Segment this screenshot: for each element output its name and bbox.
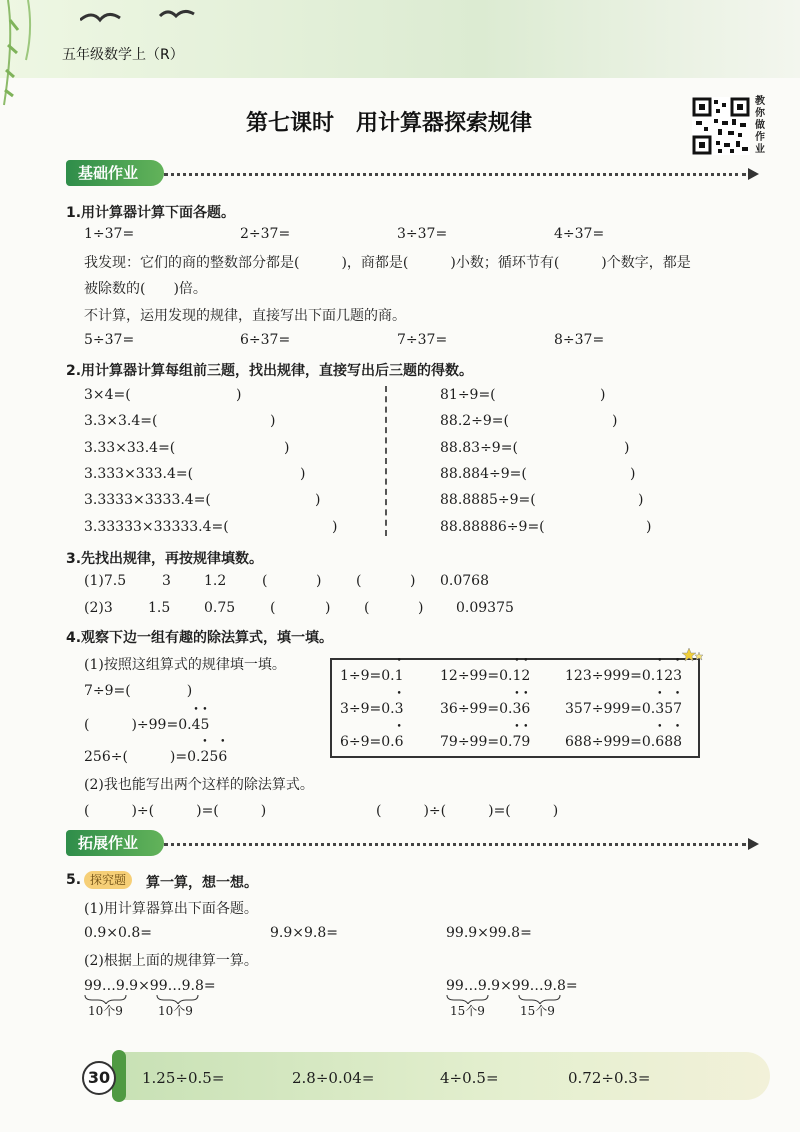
- footer-expr: 2.8÷0.04=: [292, 1069, 375, 1087]
- q3-blank-close: ): [410, 573, 416, 589]
- repeat-digit: • 7: [512, 734, 521, 750]
- q1-expr: 6÷37=: [240, 332, 291, 348]
- section-divider: [164, 843, 746, 846]
- q5-expr-15: 99…9.9×99…9.8=: [446, 978, 578, 994]
- q3-term: (2)3: [84, 600, 113, 616]
- q2-right-close: ): [600, 387, 606, 403]
- q5-expr: 0.9×0.8=: [84, 925, 152, 941]
- q2-left-expr: 3.333×333.4=(: [84, 466, 194, 482]
- q1-expr: 4÷37=: [554, 226, 605, 242]
- repeat-digit: • 1: [395, 668, 404, 684]
- q5-number: 5.: [66, 872, 82, 888]
- q1-expr: 3÷37=: [397, 226, 448, 242]
- q1-expr: 1÷37=: [84, 226, 135, 242]
- footer-expr: 0.72÷0.3=: [568, 1069, 651, 1087]
- q3-term: 3: [162, 573, 171, 589]
- star-icon: [682, 648, 704, 664]
- q4-example-prefix: 3÷9=0.: [340, 701, 395, 717]
- footer-expr: 4÷0.5=: [440, 1069, 499, 1087]
- q4-example-prefix: 357÷999=0.: [565, 701, 656, 717]
- repeat-digit: • 3: [512, 701, 521, 717]
- brace-label: 10个9: [88, 1004, 123, 1018]
- q3-term: 0.0768: [440, 573, 489, 589]
- q4-example: [340, 668, 404, 684]
- q2-right-expr: 88.88886÷9=(: [440, 519, 545, 535]
- q4-example: [340, 734, 404, 750]
- q2-left-close: ): [315, 492, 321, 508]
- q4-example: [565, 668, 682, 684]
- brace-label: 10个9: [158, 1004, 193, 1018]
- repeat-digit: • 3: [395, 701, 404, 717]
- q2-left-close: ): [236, 387, 242, 403]
- q4-example-prefix: 123÷999=0.: [565, 668, 656, 684]
- swallow-birds-decoration: [80, 6, 200, 36]
- q3-blank-close: ): [418, 600, 424, 616]
- q1-expr: 2÷37=: [240, 226, 291, 242]
- q2-left-expr: 3.33333×33333.4=(: [84, 519, 229, 535]
- q4-example: [565, 734, 682, 750]
- q4-example-prefix: 36÷99=0.: [440, 701, 513, 717]
- q4-fill3-prefix: 256÷( )=0.: [84, 749, 201, 765]
- q3-term: 1.5: [148, 600, 171, 616]
- q2-left-close: ): [284, 440, 290, 456]
- q2-right-close: ): [612, 413, 618, 429]
- repeat-digit: • 4: [192, 717, 201, 733]
- repeat-digit: • 3: [673, 668, 682, 684]
- q4-example-prefix: 6÷9=0.: [340, 734, 395, 750]
- q5-expr-10: 99…9.9×99…9.8=: [84, 978, 216, 994]
- digit: 8: [664, 734, 674, 750]
- q2-right-expr: 88.2÷9=(: [440, 413, 510, 429]
- q1-expr: 8÷37=: [554, 332, 605, 348]
- brace-label: 15个9: [450, 1004, 485, 1018]
- qr-caption-char: 业: [755, 144, 765, 155]
- q3-blank-close: ): [316, 573, 322, 589]
- q5-expr: 9.9×9.8=: [270, 925, 338, 941]
- brace-label: 15个9: [520, 1004, 555, 1018]
- q2-right-expr: 88.83÷9=(: [440, 440, 518, 456]
- q3-blank-open: (: [364, 600, 370, 616]
- q1-finding-line2: 被除数的( )倍。: [84, 281, 207, 297]
- q3-blank-open: (: [262, 573, 268, 589]
- willow-branch-decoration: [0, 0, 60, 110]
- q4-fill2: [84, 714, 209, 734]
- q4-fill3: [84, 746, 227, 766]
- q2-column-divider: [385, 386, 387, 536]
- q2-left-expr: 3.3333×3333.4=(: [84, 492, 211, 508]
- q4-sub2: (2)我也能写出两个这样的除法算式。: [84, 777, 314, 793]
- q4-example: [440, 734, 530, 750]
- q2-right-close: ): [624, 440, 630, 456]
- repeat-digit: • 7: [673, 701, 682, 717]
- repeat-digit: • 8: [673, 734, 682, 750]
- q1-note: 不计算，运用发现的规律，直接写出下面几题的商。: [84, 308, 406, 324]
- digit: 5: [209, 749, 219, 765]
- repeat-digit: • 5: [200, 717, 209, 733]
- repeat-digit: • 6: [521, 701, 530, 717]
- q1-expr: 5÷37=: [84, 332, 135, 348]
- q4-example: [565, 701, 682, 717]
- qr-caption-char: 作: [755, 132, 765, 143]
- repeat-digit: • 1: [655, 668, 664, 684]
- q4-example-prefix: 79÷99=0.: [440, 734, 513, 750]
- q2-left-expr: 3.33×33.4=(: [84, 440, 176, 456]
- q4-example: [340, 701, 404, 717]
- q5-expr: 99.9×99.8=: [446, 925, 532, 941]
- q5-sub1: (1)用计算器算出下面各题。: [84, 901, 258, 917]
- q5-sub2: (2)根据上面的规律算一算。: [84, 953, 258, 969]
- qr-code-icon: [692, 97, 750, 155]
- repeat-digit: • 1: [512, 668, 521, 684]
- book-label: 五年级数学上（R）: [62, 47, 184, 63]
- q2-stem: 2.用计算器计算每组前三题，找出规律，直接写出后三题的得数。: [66, 363, 474, 379]
- qr-caption-char: 你: [755, 108, 765, 119]
- q4-example: [440, 668, 530, 684]
- repeat-digit: • 2: [521, 668, 530, 684]
- q4-blank-equation: ( )÷( )=( ): [84, 803, 267, 819]
- q3-term: 0.75: [204, 600, 236, 616]
- q3-term: 1.2: [204, 573, 227, 589]
- q4-stem: 4.观察下边一组有趣的除法算式，填一填。: [66, 630, 334, 646]
- q3-blank-open: (: [270, 600, 276, 616]
- arrow-right-icon: [748, 838, 759, 850]
- q5-stem: 算一算，想一想。: [146, 875, 258, 891]
- q2-left-expr: 3×4=(: [84, 387, 131, 403]
- q2-left-close: ): [270, 413, 276, 429]
- repeat-digit: • 3: [655, 701, 664, 717]
- q4-fill2-prefix: ( )÷99=0.: [84, 717, 192, 733]
- q4-example-prefix: 688÷999=0.: [565, 734, 656, 750]
- footer-expr: 1.25÷0.5=: [142, 1069, 225, 1087]
- repeat-digit: • 6: [395, 734, 404, 750]
- repeat-digit: • 2: [200, 749, 209, 765]
- q2-right-close: ): [646, 519, 652, 535]
- q5-tag: 探究题: [84, 871, 132, 889]
- q1-finding-line1: 我发现：它们的商的整数部分都是( )，商都是( )小数；循环节有( )个数字，都是: [84, 255, 691, 271]
- qr-caption-char: 做: [755, 120, 765, 131]
- q1-stem: 1.用计算器计算下面各题。: [66, 205, 236, 221]
- q3-blank-open: (: [356, 573, 362, 589]
- qr-caption: [755, 96, 769, 156]
- q1-expr: 7÷37=: [397, 332, 448, 348]
- repeat-digit: • 6: [218, 749, 227, 765]
- q2-right-expr: 81÷9=(: [440, 387, 496, 403]
- q4-example-prefix: 1÷9=0.: [340, 668, 395, 684]
- q4-sub1: (1)按照这组算式的规律填一填。: [84, 657, 286, 673]
- arrow-right-icon: [748, 168, 759, 180]
- repeat-digit: • 9: [521, 734, 530, 750]
- repeat-digit: • 6: [655, 734, 664, 750]
- q4-example-prefix: 12÷99=0.: [440, 668, 513, 684]
- q4-fill1: 7÷9=( ): [84, 683, 193, 699]
- digit: 5: [664, 701, 674, 717]
- section-extend-label: 拓展作业: [66, 830, 164, 856]
- q3-stem: 3.先找出规律，再按规律填数。: [66, 551, 264, 567]
- section-divider: [164, 173, 746, 176]
- q2-left-expr: 3.3×3.4=(: [84, 413, 158, 429]
- digit: 2: [664, 668, 674, 684]
- q2-right-close: ): [638, 492, 644, 508]
- q3-blank-close: ): [325, 600, 331, 616]
- q2-left-close: ): [300, 466, 306, 482]
- q4-example: [440, 701, 530, 717]
- page-title: 第七课时 用计算器探索规律: [246, 111, 533, 136]
- page-number: 30: [82, 1061, 116, 1095]
- q3-term: 0.09375: [456, 600, 514, 616]
- q4-blank-equation: ( )÷( )=( ): [376, 803, 559, 819]
- qr-caption-char: 教: [755, 96, 765, 107]
- q2-left-close: ): [332, 519, 338, 535]
- q2-right-close: ): [630, 466, 636, 482]
- q2-right-expr: 88.8885÷9=(: [440, 492, 536, 508]
- q2-right-expr: 88.884÷9=(: [440, 466, 527, 482]
- q3-term: (1)7.5: [84, 573, 127, 589]
- section-basic-label: 基础作业: [66, 160, 164, 186]
